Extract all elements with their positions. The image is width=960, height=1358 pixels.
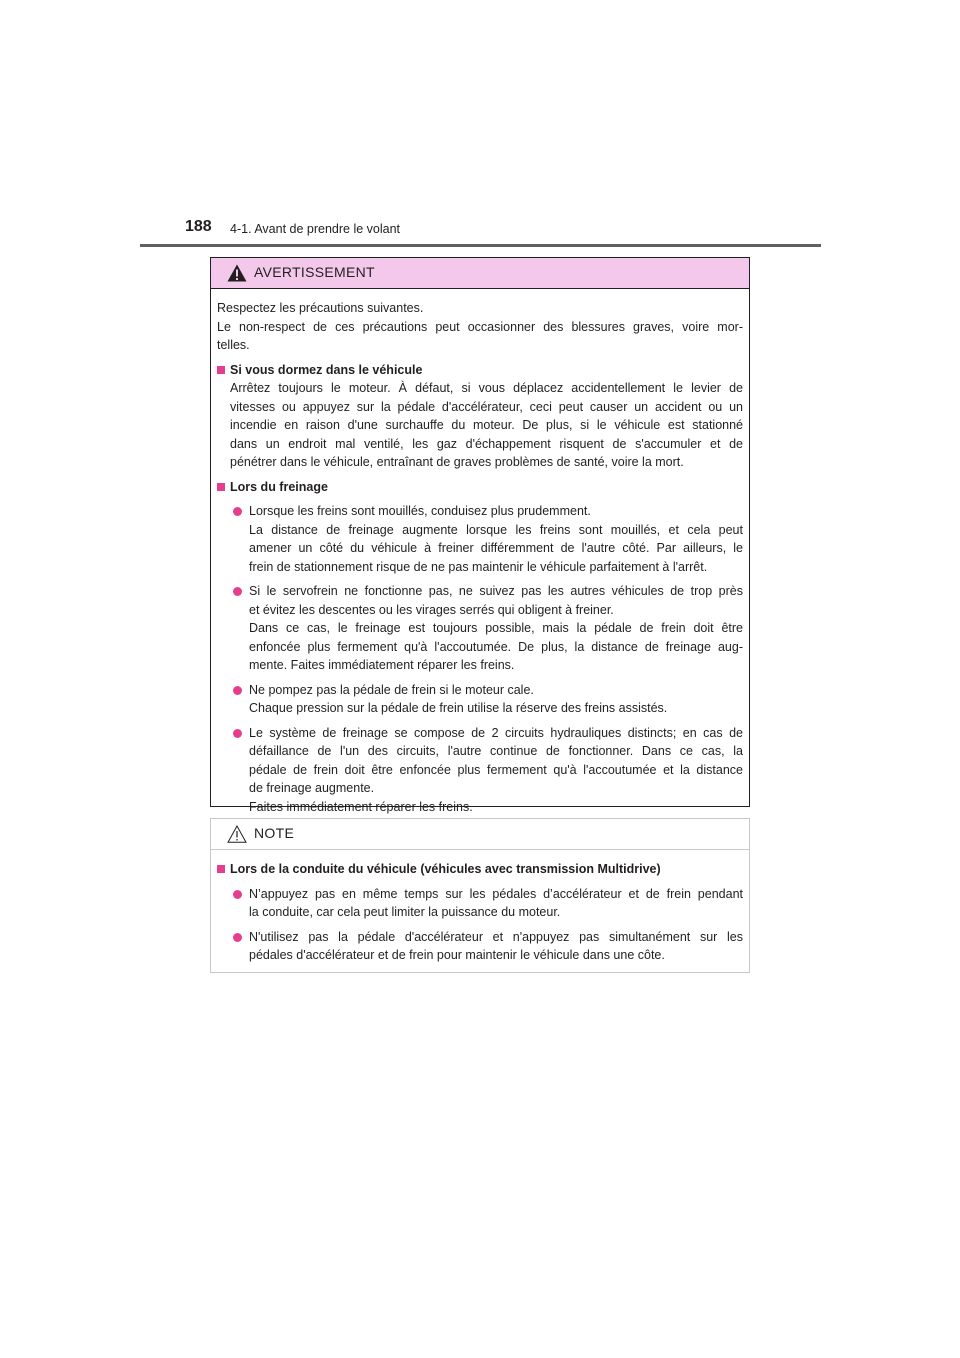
section-heading (217, 860, 743, 879)
warning-triangle-icon (227, 264, 247, 282)
section-heading-text: Lors du freinage (230, 479, 328, 494)
intro-line: Le non-respect de ces précautions peut occasionner des blessures graves, voire mor- (217, 319, 743, 334)
bullet-line: N'utilisez pas la pédale d'accélérateur et n'appuyez pas simultanément sur les (249, 929, 743, 944)
note-body (211, 850, 749, 965)
paragraph-line: dans un endroit mal ventilé, les gaz d'échappement risquent de s'accumuler et de (230, 436, 743, 451)
section-title: 4-1. Avant de prendre le volant (230, 222, 401, 236)
bullet-line: la conduite, car cela peut limiter la puissance du moteur. (249, 905, 561, 919)
note-box (210, 818, 750, 973)
bullet-line: amener un côté du véhicule à freiner différemment de l'autre côté. Par ailleurs, le (249, 541, 743, 555)
warning-box (210, 257, 750, 814)
bullet-line: N’appuyez pas en même temps sur les pédales d’accélérateur et de frein pendant (249, 886, 743, 901)
bullet-line: de freinage augmente. (249, 781, 375, 795)
bullet-line: pédales d'accélérateur et de frein pour maintenir le véhicule dans une côte. (249, 948, 665, 962)
warning-title: AVERTISSEMENT (254, 264, 375, 280)
note-title: NOTE (254, 825, 295, 841)
warning-header (211, 258, 749, 289)
bullet-item (217, 582, 743, 675)
bullet-line: Faites immédiatement réparer les freins. (249, 799, 473, 814)
section-heading (217, 478, 743, 497)
bullet-dot-icon (233, 587, 242, 596)
bullet-line: La distance de freinage augmente lorsque les freins sont mouillés, et cela peut (249, 522, 743, 537)
bullet-line: Ne pompez pas la pédale de frein si le moteur cale. (249, 682, 534, 697)
bullet-dot-icon (233, 729, 242, 738)
warning-body (211, 289, 749, 816)
section-heading-text: Lors de la conduite du véhicule (véhicules avec transmission Multidrive) (230, 862, 661, 876)
bullet-line: et évitez les descentes ou les virages serrés qui obligent à freiner. (249, 602, 614, 617)
bullet-dot-icon (233, 507, 242, 516)
paragraph-line: vitesses ou appuyez sur la pédale d'accélérateur, ceci peut causer un accident ou un (230, 399, 743, 414)
bullet-line: Chaque pression sur la pédale de frein utilise la réserve des freins assistés. (249, 701, 668, 715)
bullet-item (217, 502, 743, 576)
note-header (211, 819, 749, 850)
bullet-line: mente. Faites immédiatement réparer les freins. (249, 658, 515, 672)
bullet-dot-icon (233, 933, 242, 942)
square-bullet-icon (217, 865, 225, 873)
bullet-item (217, 928, 743, 965)
paragraph-line: incendie en raison d'une surchauffe du moteur. De plus, si le véhicule est stationné (230, 418, 743, 432)
bullet-item (217, 724, 743, 817)
paragraph-line: Arrêtez toujours le moteur. À défaut, si vous déplacez accidentellement le levier de (230, 381, 743, 395)
bullet-line: Dans ce cas, le freinage est toujours possible, mais la pédale de frein doit être (249, 621, 743, 635)
paragraph-line: pénétrer dans le véhicule, entraînant de graves problèmes de santé, voire la mort. (230, 455, 684, 469)
bullet-dot-icon (233, 890, 242, 899)
section-paragraph (217, 379, 743, 472)
caution-outline-icon (227, 825, 247, 843)
intro-line: telles. (217, 338, 250, 352)
header-rule (140, 244, 821, 247)
bullet-line: Le système de freinage se compose de 2 circuits hydrauliques distincts; en cas de (249, 725, 743, 740)
bullet-item (217, 681, 743, 718)
bullet-line: défaillance de l'un des circuits, l'autre continue de fonctionner. Dans ce cas, la (249, 744, 743, 758)
bullet-dot-icon (233, 686, 242, 695)
square-bullet-icon (217, 366, 225, 374)
bullet-line: frein de stationnement risque de ne pas maintenir le véhicule parfaitement à l'arrêt. (249, 559, 708, 574)
bullet-line: Lorsque les freins sont mouillés, conduisez plus prudemment. (249, 504, 591, 518)
bullet-line: enfoncée plus fermement qu'à l'accoutumée. De plus, la distance de freinage aug- (249, 639, 743, 654)
bullet-line: Si le servofrein ne fonctionne pas, ne suivez pas les autres véhicules de trop près (249, 584, 743, 598)
square-bullet-icon (217, 483, 225, 491)
bullet-item (217, 885, 743, 922)
bullet-line: pédale de frein doit être enfoncée plus fermement qu'à l'accoutumée et la distance (249, 762, 743, 777)
page-number: 188 (185, 218, 212, 235)
section-heading-text: Si vous dormez dans le véhicule (230, 362, 423, 377)
section-heading (217, 361, 743, 380)
intro-line: Respectez les précautions suivantes. (217, 301, 424, 315)
